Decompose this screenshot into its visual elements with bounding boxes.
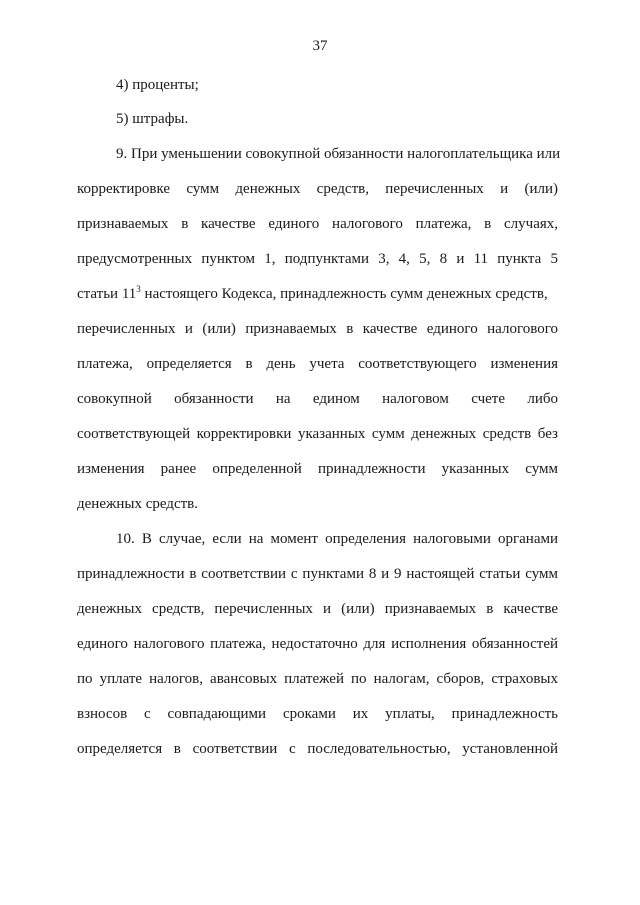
paragraph-9-line-10: изменения ранее определенной принадлежности указанных сумм	[77, 461, 558, 477]
paragraph-9-line-5	[77, 285, 558, 303]
paragraph-9-line-1: 9. При уменьшении совокупной обязанности налогоплательщика или	[116, 146, 561, 162]
paragraph-10-line-7: определяется в соответствии с последовательностью, установленной	[77, 741, 558, 757]
paragraph-10-line-5: по уплате налогов, авансовых платежей по налогам, сборов, страховых	[77, 671, 558, 687]
paragraph-9-line-4: предусмотренных пунктом 1, подпунктами 3, 4, 5, 8 и 11 пункта 5	[77, 251, 558, 267]
paragraph-9-line-5-prefix: статьи 11	[77, 286, 137, 302]
page-number: 37	[312, 38, 328, 54]
article-superscript: 3	[136, 284, 141, 294]
paragraph-10-line-4: единого налогового платежа, недостаточно для исполнения обязанностей	[77, 636, 558, 652]
paragraph-10-line-2: принадлежности в соответствии с пунктами 8 и 9 настоящей статьи сумм	[77, 566, 558, 582]
paragraph-9-line-3: признаваемых в качестве единого налогового платежа, в случаях,	[77, 216, 558, 232]
paragraph-9-line-7: платежа, определяется в день учета соответствующего изменения	[77, 356, 558, 372]
list-item-5: 5) штрафы.	[116, 111, 189, 127]
paragraph-9-line-6: перечисленных и (или) признаваемых в качестве единого налогового	[77, 321, 558, 337]
list-item-4: 4) проценты;	[116, 77, 199, 93]
paragraph-9-line-11: денежных средств.	[77, 496, 198, 512]
paragraph-9-line-2: корректировке сумм денежных средств, перечисленных и (или)	[77, 181, 558, 197]
paragraph-10-line-6: взносов с совпадающими сроками их уплаты, принадлежность	[77, 706, 558, 722]
paragraph-10-line-1: 10. В случае, если на момент определения налоговыми органами	[116, 531, 558, 547]
paragraph-9-line-8: совокупной обязанности на едином налоговом счете либо	[77, 391, 558, 407]
paragraph-9-line-5-suffix: настоящего Кодекса, принадлежность сумм денежных средств,	[140, 286, 548, 302]
paragraph-10-line-3: денежных средств, перечисленных и (или) признаваемых в качестве	[77, 601, 558, 617]
paragraph-9-line-9: соответствующей корректировки указанных сумм денежных средств без	[77, 426, 558, 442]
